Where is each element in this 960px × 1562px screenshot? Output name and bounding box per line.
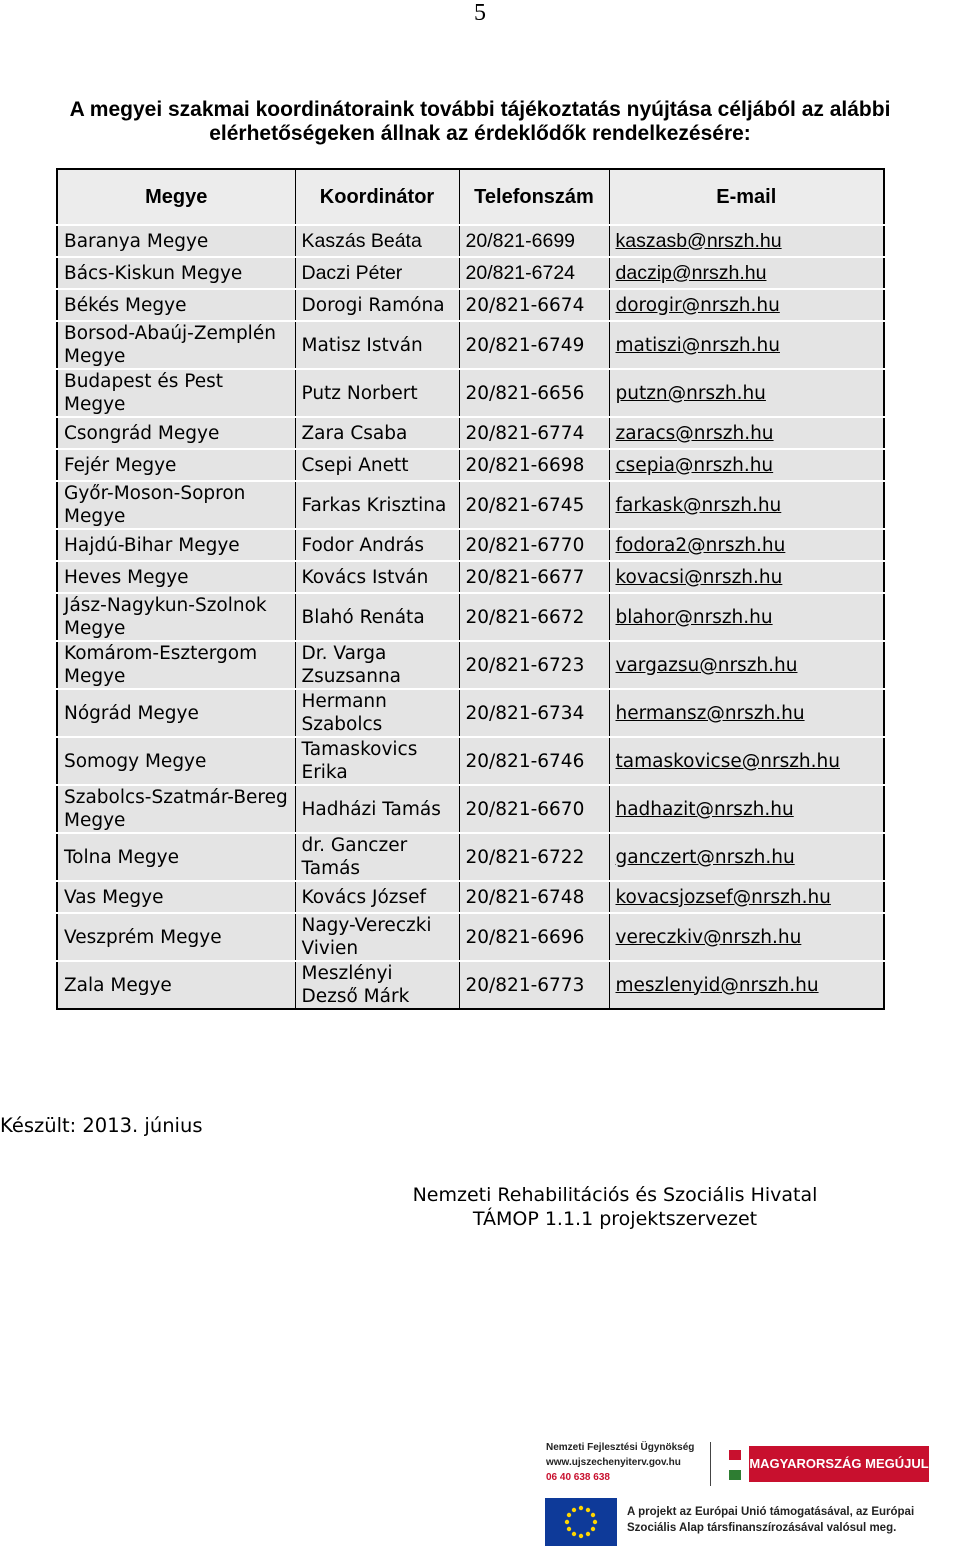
phone-cell: 20/821-6674 bbox=[459, 289, 609, 321]
county-cell: Komárom-Esztergom Megye bbox=[57, 641, 295, 689]
coordinator-table-wrap bbox=[56, 168, 885, 1010]
phone-cell: 20/821-6745 bbox=[459, 481, 609, 529]
county-cell: Veszprém Megye bbox=[57, 913, 295, 961]
logo-divider bbox=[710, 1442, 711, 1486]
phone-cell: 20/821-6748 bbox=[459, 881, 609, 913]
coordinator-cell: Nagy-Vereczki Vivien bbox=[295, 913, 459, 961]
coordinator-cell: Blahó Renáta bbox=[295, 593, 459, 641]
email-link[interactable]: daczip@nrszh.hu bbox=[615, 261, 767, 284]
phone-cell: 20/821-6723 bbox=[459, 641, 609, 689]
email-link[interactable]: hermansz@nrszh.hu bbox=[615, 702, 805, 724]
email-cell bbox=[609, 737, 884, 785]
table-header-row bbox=[57, 169, 884, 225]
county-cell: Békés Megye bbox=[57, 289, 295, 321]
county-cell: Jász-Nagykun-Szolnok Megye bbox=[57, 593, 295, 641]
header-email: E-mail bbox=[609, 169, 884, 225]
email-cell bbox=[609, 689, 884, 737]
header-phone: Telefonszám bbox=[459, 169, 609, 225]
email-cell bbox=[609, 881, 884, 913]
table-row bbox=[57, 449, 884, 481]
coordinator-cell: Tamaskovics Erika bbox=[295, 737, 459, 785]
email-cell bbox=[609, 961, 884, 1009]
email-link[interactable]: dorogir@nrszh.hu bbox=[615, 294, 780, 316]
coordinator-cell: Matisz István bbox=[295, 321, 459, 369]
page-number: 5 bbox=[474, 0, 486, 26]
email-link[interactable]: blahor@nrszh.hu bbox=[615, 606, 773, 628]
eu-flag-icon bbox=[545, 1498, 617, 1546]
email-cell bbox=[609, 481, 884, 529]
table-row bbox=[57, 257, 884, 289]
table-row bbox=[57, 593, 884, 641]
magyarorszag-megujul-logo: MAGYARORSZÁG MEGÚJUL bbox=[747, 1444, 931, 1484]
county-cell: Bács-Kiskun Megye bbox=[57, 257, 295, 289]
project-organization: TÁMOP 1.1.1 projektszervezet bbox=[472, 1208, 758, 1230]
coordinator-cell: Hermann Szabolcs bbox=[295, 689, 459, 737]
county-cell: Heves Megye bbox=[57, 561, 295, 593]
email-link[interactable]: meszlenyid@nrszh.hu bbox=[615, 974, 819, 996]
phone-cell: 20/821-6672 bbox=[459, 593, 609, 641]
email-link[interactable]: farkask@nrszh.hu bbox=[615, 494, 782, 516]
intro-line-2: elérhetőségeken állnak az érdeklődők rendelkezésére: bbox=[209, 122, 751, 145]
county-cell: Tolna Megye bbox=[57, 833, 295, 881]
table-row bbox=[57, 785, 884, 833]
nfu-phone: 06 40 638 638 bbox=[546, 1472, 610, 1483]
email-link[interactable]: vargazsu@nrszh.hu bbox=[615, 654, 798, 676]
phone-cell: 20/821-6696 bbox=[459, 913, 609, 961]
phone-cell: 20/821-6677 bbox=[459, 561, 609, 593]
nfu-logo bbox=[546, 1440, 694, 1485]
county-cell: Budapest és Pest Megye bbox=[57, 369, 295, 417]
coordinator-cell: Kovács József bbox=[295, 881, 459, 913]
table-body bbox=[57, 225, 884, 1009]
email-cell bbox=[609, 529, 884, 561]
email-link[interactable]: tamaskovicse@nrszh.hu bbox=[615, 750, 840, 772]
table-row bbox=[57, 369, 884, 417]
table-row bbox=[57, 737, 884, 785]
email-cell bbox=[609, 289, 884, 321]
phone-cell: 20/821-6774 bbox=[459, 417, 609, 449]
county-cell: Nógrád Megye bbox=[57, 689, 295, 737]
hungarian-flag-icon bbox=[729, 1450, 741, 1480]
email-cell bbox=[609, 369, 884, 417]
table-row bbox=[57, 641, 884, 689]
table-row bbox=[57, 225, 884, 257]
table-row bbox=[57, 833, 884, 881]
phone-cell: 20/821-6749 bbox=[459, 321, 609, 369]
table-row bbox=[57, 913, 884, 961]
table-row bbox=[57, 961, 884, 1009]
intro-line-1: A megyei szakmai koordinátoraink további tájékoztatás nyújtása céljából az alábbi bbox=[69, 98, 891, 121]
coordinator-cell: Dorogi Ramóna bbox=[295, 289, 459, 321]
table-row bbox=[57, 689, 884, 737]
email-cell bbox=[609, 785, 884, 833]
eu-support-line-2: Szociális Alap társfinanszírozásával valósul meg. bbox=[627, 1522, 897, 1534]
phone-cell: 20/821-6722 bbox=[459, 833, 609, 881]
eu-support-text bbox=[627, 1504, 914, 1536]
phone-cell: 20/821-6699 bbox=[459, 225, 609, 257]
county-cell: Baranya Megye bbox=[57, 225, 295, 257]
coordinator-cell: Csepi Anett bbox=[295, 449, 459, 481]
county-cell: Vas Megye bbox=[57, 881, 295, 913]
eu-support-line-1: A projekt az Európai Unió támogatásával, az Európai bbox=[627, 1506, 915, 1518]
email-cell bbox=[609, 321, 884, 369]
phone-cell: 20/821-6770 bbox=[459, 529, 609, 561]
email-cell bbox=[609, 913, 884, 961]
county-cell: Zala Megye bbox=[57, 961, 295, 1009]
table-row bbox=[57, 481, 884, 529]
phone-cell: 20/821-6773 bbox=[459, 961, 609, 1009]
creation-date: Készült: 2013. június bbox=[0, 1114, 203, 1137]
phone-cell: 20/821-6724 bbox=[459, 257, 609, 289]
coordinator-cell: Daczi Péter bbox=[295, 257, 459, 289]
email-link[interactable]: kovacsi@nrszh.hu bbox=[615, 566, 783, 588]
email-link[interactable]: csepia@nrszh.hu bbox=[615, 454, 774, 476]
email-cell bbox=[609, 225, 884, 257]
county-cell: Csongrád Megye bbox=[57, 417, 295, 449]
email-link[interactable]: matiszi@nrszh.hu bbox=[615, 334, 780, 356]
header-county: Megye bbox=[57, 169, 295, 225]
coordinator-cell: Kaszás Beáta bbox=[295, 225, 459, 257]
header-coordinator: Koordinátor bbox=[295, 169, 459, 225]
table-row bbox=[57, 529, 884, 561]
email-link[interactable]: hadhazit@nrszh.hu bbox=[615, 798, 794, 820]
eu-stars-icon bbox=[545, 1498, 617, 1546]
email-cell bbox=[609, 593, 884, 641]
county-cell: Somogy Megye bbox=[57, 737, 295, 785]
county-cell: Győr-Moson-Sopron Megye bbox=[57, 481, 295, 529]
coordinator-cell: Meszlényi Dezső Márk bbox=[295, 961, 459, 1009]
table-row bbox=[57, 321, 884, 369]
coordinator-cell: Hadházi Tamás bbox=[295, 785, 459, 833]
coordinator-cell: Kovács István bbox=[295, 561, 459, 593]
coordinator-cell: Fodor András bbox=[295, 529, 459, 561]
coordinator-table bbox=[56, 168, 885, 1010]
phone-cell: 20/821-6746 bbox=[459, 737, 609, 785]
phone-cell: 20/821-6670 bbox=[459, 785, 609, 833]
phone-cell: 20/821-6656 bbox=[459, 369, 609, 417]
email-cell bbox=[609, 641, 884, 689]
phone-cell: 20/821-6698 bbox=[459, 449, 609, 481]
county-cell: Borsod-Abaúj-Zemplén Megye bbox=[57, 321, 295, 369]
table-row bbox=[57, 417, 884, 449]
table-row bbox=[57, 289, 884, 321]
phone-cell: 20/821-6734 bbox=[459, 689, 609, 737]
organization-block bbox=[410, 1183, 820, 1231]
coordinator-cell: Zara Csaba bbox=[295, 417, 459, 449]
county-cell: Szabolcs-Szatmár-Bereg Megye bbox=[57, 785, 295, 833]
table-row bbox=[57, 561, 884, 593]
county-cell: Hajdú-Bihar Megye bbox=[57, 529, 295, 561]
email-link[interactable]: fodora2@nrszh.hu bbox=[615, 534, 786, 556]
email-link[interactable]: vereczkiv@nrszh.hu bbox=[615, 926, 802, 948]
email-cell bbox=[609, 561, 884, 593]
email-cell bbox=[609, 449, 884, 481]
email-link[interactable]: zaracs@nrszh.hu bbox=[615, 422, 774, 444]
email-cell bbox=[609, 833, 884, 881]
intro-text bbox=[0, 98, 960, 146]
email-link[interactable]: kovacsjozsef@nrszh.hu bbox=[615, 886, 831, 908]
email-cell bbox=[609, 257, 884, 289]
footer-logos bbox=[543, 1440, 933, 1550]
coordinator-cell: Putz Norbert bbox=[295, 369, 459, 417]
email-link[interactable]: kaszasb@nrszh.hu bbox=[615, 229, 782, 252]
email-link[interactable]: ganczert@nrszh.hu bbox=[615, 846, 795, 868]
nfu-name: Nemzeti Fejlesztési Ügynökség bbox=[546, 1442, 695, 1453]
coordinator-cell: dr. Ganczer Tamás bbox=[295, 833, 459, 881]
county-cell: Fejér Megye bbox=[57, 449, 295, 481]
table-row bbox=[57, 881, 884, 913]
email-link[interactable]: putzn@nrszh.hu bbox=[615, 382, 766, 404]
email-cell bbox=[609, 417, 884, 449]
organization-name: Nemzeti Rehabilitációs és Szociális Hivatal bbox=[412, 1184, 818, 1206]
coordinator-cell: Farkas Krisztina bbox=[295, 481, 459, 529]
nfu-website: www.ujszechenyiterv.gov.hu bbox=[546, 1457, 681, 1468]
coordinator-cell: Dr. Varga Zsuzsanna bbox=[295, 641, 459, 689]
